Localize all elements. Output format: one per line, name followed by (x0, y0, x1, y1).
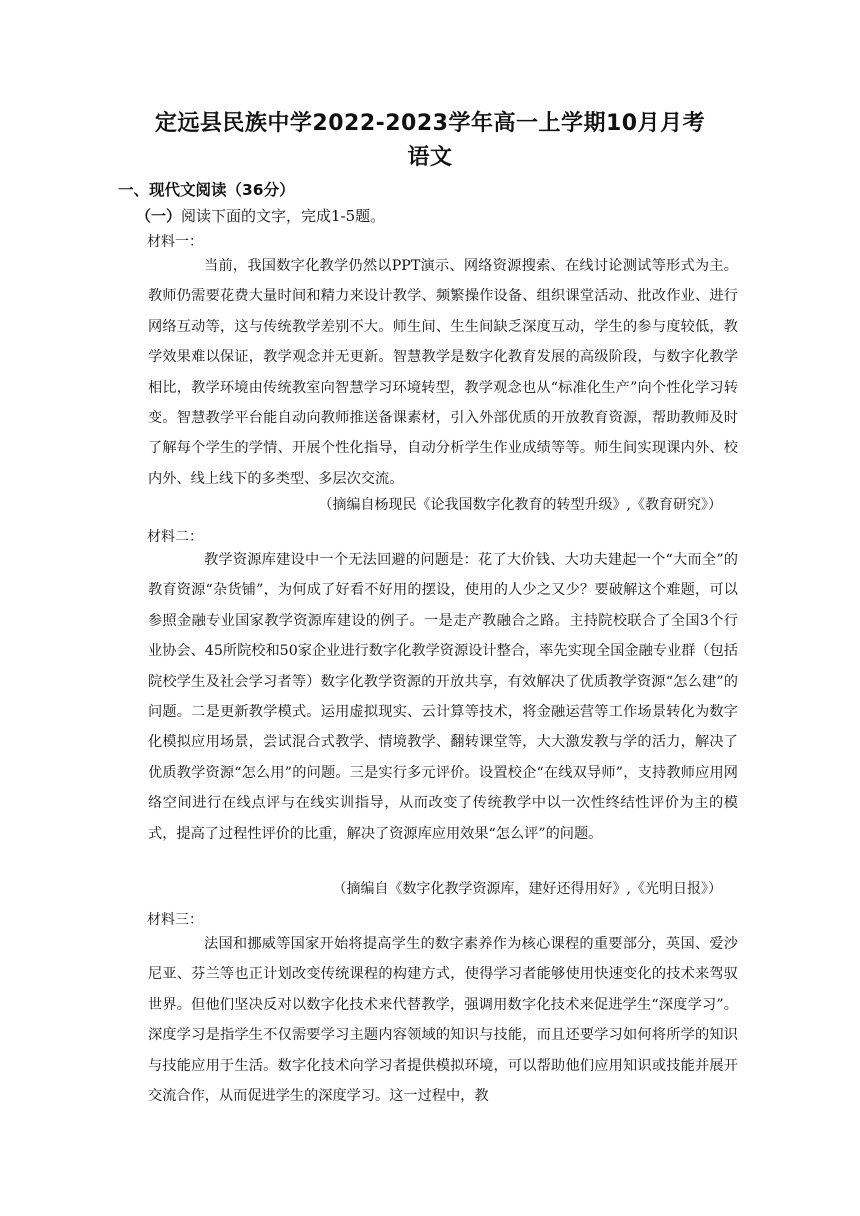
material-1-body: 当前，我国数字化教学仍然以PPT演示、网络资源搜索、在线讨论测试等形式为主。教师仍需要花费大量时间和精力来设计教学、频繁操作设备、组织课堂活动、批改作业、进行网络互动等，这与传统教学差别不大。师生间、生生间缺乏深度互动，学生的参与度较低，教学效果难以保证，教学观念并无更新。智慧教学是数字化教育发展的高级阶段，与数字化教学相比，教学环境由传统教室向智慧学习环境转型，教学观念也从“标准化生产”向个性化学习转变。智慧教学平台能自动向教师推送备课素材，引入外部优质的开放教育资源，帮助教师及时了解每个学生的学情、开展个性化指导，自动分析学生作业成绩等等。师生间实现课内外、校内外、线上线下的多类型、多层次交流。 (148, 258, 738, 487)
subsection-heading (136, 205, 385, 226)
material-3-body: 法国和挪威等国家开始将提高学生的数字素养作为核心课程的重要部分，英国、爱沙尼亚、芬兰等也正计划改变传统课程的构建方式，使得学习者能够使用快速变化的技术来驾驭世界。但他们坚决反对以数字化技术来代替教学，强调用数字化技术来促进学生“深度学习”。深度学习是指学生不仅需要学习主题内容领域的知识与技能，而且还要学习如何将所学的知识与技能应用于生活。数字化技术向学习者提供模拟环境，可以帮助他们应用知识或技能并展开交流合作，从而促进学生的深度学习。这一过程中，教 (148, 936, 738, 1105)
material-3-label: 材料三： (147, 912, 203, 928)
section-heading: 一、现代文阅读（36分） (118, 181, 295, 199)
material-1-label: 材料一： (147, 234, 203, 250)
material-2-source: （摘编自《数字化教学资源库，建好还得用好》,《光明日报》） (332, 881, 722, 897)
material-1-source: （摘编自杨现民《论我国数字化教育的转型升级》,《教育研究》） (318, 497, 722, 513)
subsection-instruction: 阅读下面的文字，完成1-5题。 (181, 207, 386, 225)
exam-title: 定远县民族中学2022-2023学年高一上学期10月月考 (154, 111, 706, 136)
subject-title: 语文 (407, 145, 453, 170)
material-2-body: 教学资源库建设中一个无法回避的问题是：花了大价钱、大功夫建起一个“大而全”的教育资源“杂货铺”，为何成了好看不好用的摆设，使用的人少之又少？要破解这个难题，可以参照金融专业国家教学资源库建设的例子。一是走产教融合之路。主持院校联合了全国3个行业协会、45所院校和50家企业进行数字化教学资源设计整合，率先实现全国金融专业群（包括院校学生及社会学习者等）数字化教学资源的开放共享，有效解决了优质教学资源“怎么建”的问题。二是更新教学模式。运用虚拟现实、云计算等技术，将金融运营等工作场景转化为数字化模拟应用场景，尝试混合式教学、情境教学、翻转课堂等，大大激发教与学的活力，解决了优质教学资源“怎么用”的问题。三是实行多元评价。设置校企“在线双导师”，支持教师应用网络空间进行在线点评与在线实训指导，从而改变了传统教学中以一次性终结性评价为主的模式，提高了过程性评价的比重，解决了资源库应用效果“怎么评”的问题。 (148, 552, 738, 842)
material-2-label: 材料二： (147, 529, 203, 545)
subsection-number: （一） (136, 207, 182, 225)
